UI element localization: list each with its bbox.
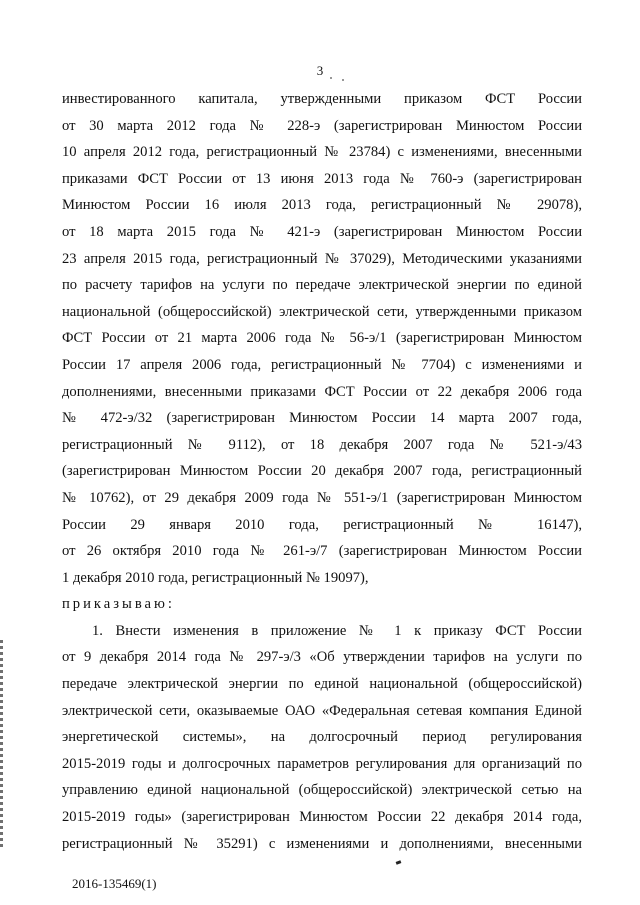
text-line: 1. Внести изменения в приложение № 1 к приказу ФСТ России — [92, 622, 582, 639]
text-line: 2015-2019 годы» (зарегистрирован Минюстом России 22 декабря 2014 года, — [62, 809, 582, 826]
text-line: России 29 января 2010 года, регистрационный № 16147), — [62, 516, 582, 533]
binding-edge — [0, 640, 3, 850]
text-line: 23 апреля 2015 года, регистрационный № 37029), Методическими указаниями — [62, 250, 582, 267]
text-line: № 472-э/32 (зарегистрирован Минюстом России 14 марта 2007 года, — [62, 410, 582, 427]
scan-dot — [342, 79, 344, 81]
text-line: 2015-2019 годы и долгосрочных параметров регулирования для организаций по — [62, 755, 582, 772]
text-line: от 30 марта 2012 года № 228-э (зарегистрирован Минюстом России — [62, 117, 582, 134]
document-body — [62, 86, 582, 857]
page-number: 3 — [316, 63, 324, 78]
text-line: 10 апреля 2012 года, регистрационный № 23784) с изменениями, внесенными — [62, 144, 582, 161]
text-line: от 18 марта 2015 года № 421-э (зарегистрирован Минюстом России — [62, 223, 582, 240]
text-line: передаче электрической энергии по единой национальной (общероссийской) — [62, 676, 582, 693]
text-line: приказами ФСТ России от 13 июня 2013 года № 760-э (зарегистрирован — [62, 170, 582, 187]
order-keyword: приказываю: — [62, 596, 175, 613]
text-line: ФСТ России от 21 марта 2006 года № 56-э/1 (зарегистрирован Минюстом — [62, 330, 582, 347]
text-line: инвестированного капитала, утвержденными приказом ФСТ России — [62, 91, 582, 107]
text-line: 1 декабря 2010 года, регистрационный № 19097), — [62, 569, 369, 586]
text-line: регистрационный № 9112), от 18 декабря 2007 года № 521-э/43 — [62, 436, 582, 453]
text-line: энергетической системы», на долгосрочный период регулирования — [62, 729, 582, 746]
text-line: по расчету тарифов на услуги по передаче электрической энергии по единой — [62, 277, 582, 294]
scan-dot — [330, 77, 332, 79]
text-line: регистрационный № 35291) с изменениями и дополнениями, внесенными — [62, 835, 582, 852]
text-line: управлению единой национальной (общероссийской) электрической сетью на — [62, 782, 582, 799]
document-code: 2016-135469(1) — [72, 876, 157, 891]
text-line: Минюстом России 16 июля 2013 года, регистрационный № 29078), — [62, 197, 582, 214]
text-line: России 17 апреля 2006 года, регистрационный № 7704) с изменениями и — [62, 356, 582, 373]
text-line: национальной (общероссийской) электрической сети, утвержденными приказом — [62, 303, 582, 320]
text-line: от 9 декабря 2014 года № 297-э/3 «Об утверждении тарифов на услуги по — [62, 649, 582, 666]
text-line: № 10762), от 29 декабря 2009 года № 551-э/1 (зарегистрирован Минюстом — [62, 489, 582, 506]
text-line: от 26 октября 2010 года № 261-э/7 (зарегистрирован Минюстом России — [62, 543, 582, 560]
text-line: электрической сети, оказываемые ОАО «Федеральная сетевая компания Единой — [62, 702, 582, 719]
text-line: (зарегистрирован Минюстом России 20 декабря 2007 года, регистрационный — [62, 463, 582, 480]
scan-speck — [396, 860, 402, 865]
text-line: дополнениями, внесенными приказами ФСТ России от 22 декабря 2006 года — [62, 383, 582, 400]
